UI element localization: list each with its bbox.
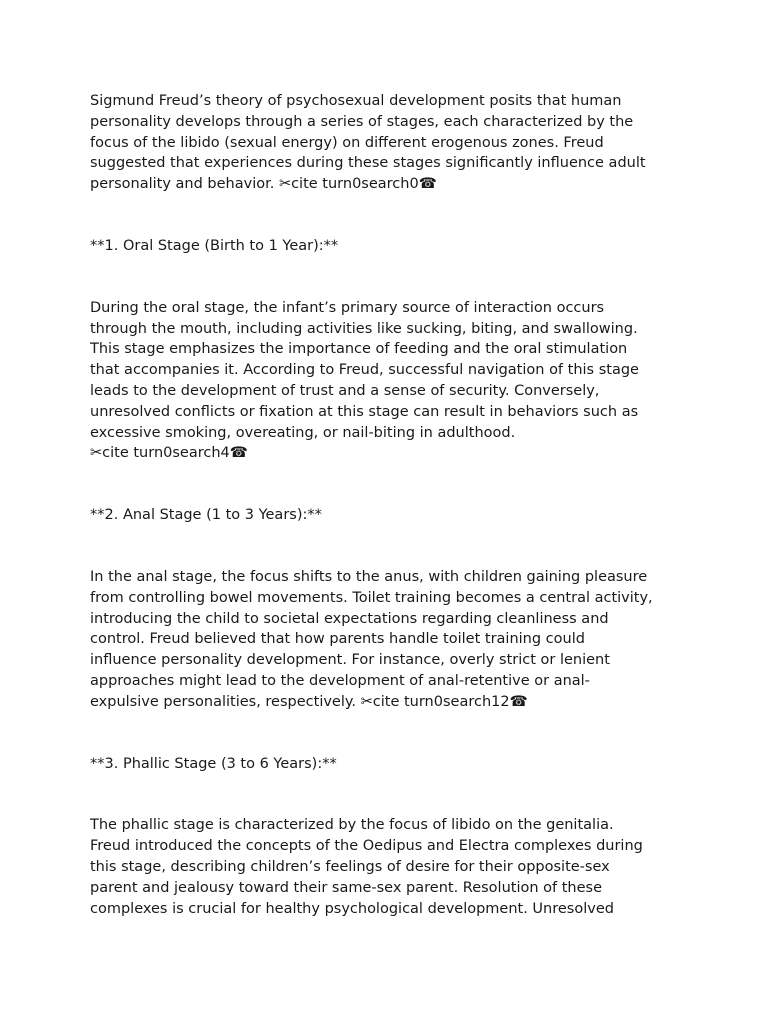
- text-line: complexes is crucial for healthy psychological development. Unresolved: [90, 900, 614, 917]
- text-line: from controlling bowel movements. Toilet training becomes a central activity,: [90, 589, 653, 606]
- oral-stage-paragraph: [90, 298, 690, 464]
- text-line: influence personality development. For instance, overly strict or lenient: [90, 652, 610, 669]
- text-line: introducing the child to societal expectations regarding cleanliness and: [90, 610, 609, 627]
- text-line: personality and behavior. ✂cite turn0search0☎: [90, 176, 437, 193]
- text-line: This stage emphasizes the importance of feeding and the oral stimulation: [90, 341, 628, 358]
- section-heading-oral-stage: **1. Oral Stage (Birth to 1 Year):**: [90, 237, 339, 254]
- text-line: Freud introduced the concepts of the Oedipus and Electra complexes during: [90, 838, 643, 855]
- text-line: During the oral stage, the infant’s primary source of interaction occurs: [90, 299, 605, 316]
- section-heading-phallic-stage: **3. Phallic Stage (3 to 6 Years):**: [90, 755, 337, 772]
- text-line: personality develops through a series of stages, each characterized by the: [90, 113, 634, 130]
- text-line: Sigmund Freud’s theory of psychosexual development posits that human: [90, 93, 622, 109]
- text-line: expulsive personalities, respectively. ✂cite turn0search12☎: [90, 693, 528, 710]
- section-heading-anal-stage: **2. Anal Stage (1 to 3 Years):**: [90, 507, 322, 524]
- text-line: approaches might lead to the development of anal-retentive or anal-: [90, 672, 590, 689]
- text-line: focus of the libido (sexual energy) on different erogenous zones. Freud: [90, 134, 604, 151]
- text-line: control. Freud believed that how parents handle toilet training could: [90, 631, 585, 648]
- text-line: In the anal stage, the focus shifts to the anus, with children gaining pleasure: [90, 568, 648, 585]
- document-page: [90, 91, 690, 919]
- anal-stage-paragraph: [90, 567, 690, 713]
- text-line: parent and jealousy toward their same-sex parent. Resolution of these: [90, 879, 603, 896]
- text-line: ✂cite turn0search4☎: [90, 445, 248, 462]
- text-line: through the mouth, including activities like sucking, biting, and swallowing.: [90, 320, 638, 337]
- intro-paragraph: [90, 91, 690, 195]
- text-line: this stage, describing children’s feelings of desire for their opposite-sex: [90, 858, 610, 875]
- text-line: excessive smoking, overeating, or nail-biting in adulthood.: [90, 424, 516, 441]
- text-line: that accompanies it. According to Freud, successful navigation of this stage: [90, 362, 639, 379]
- phallic-stage-paragraph: [90, 815, 690, 919]
- text-line: The phallic stage is characterized by the focus of libido on the genitalia.: [90, 817, 614, 834]
- text-line: leads to the development of trust and a sense of security. Conversely,: [90, 382, 600, 399]
- text-line: suggested that experiences during these stages significantly influence adult: [90, 155, 646, 172]
- text-line: unresolved conflicts or fixation at this stage can result in behaviors such as: [90, 403, 639, 420]
